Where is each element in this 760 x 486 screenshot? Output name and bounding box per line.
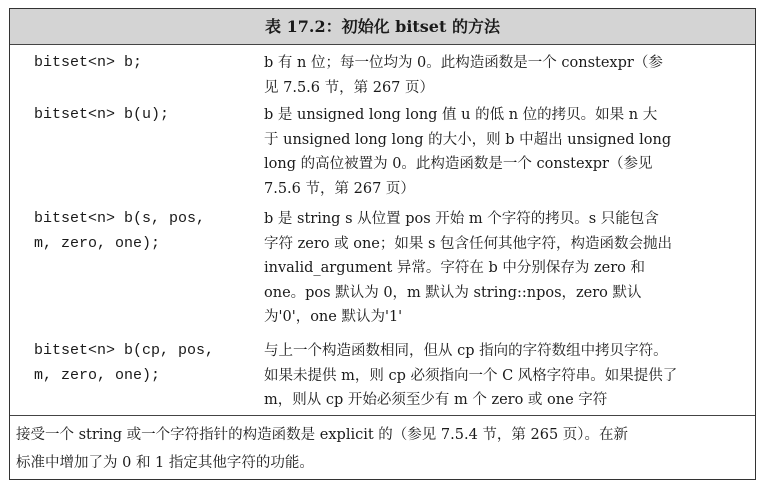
desc-line: invalid_argument 异常。字符在 b 中分别保存为 zero 和 bbox=[264, 260, 646, 276]
description bbox=[264, 339, 745, 413]
sig-line: m, zero, one); bbox=[34, 366, 161, 384]
sig-line: bitset<n> b(s, pos, bbox=[34, 210, 206, 227]
description bbox=[264, 103, 745, 201]
constructor-signature: bitset<n> b(u); bbox=[34, 106, 170, 123]
desc-line: b 是 unsigned long long 值 u 的低 n 位的拷贝。如果 n 大 bbox=[264, 107, 658, 123]
constructor-signature: bitset<n> b; bbox=[34, 54, 143, 71]
desc-line: long 的高位被置为 0。此构造函数是一个 constexpr（参见 bbox=[264, 156, 653, 172]
description bbox=[264, 51, 745, 100]
footnote-line: 标准中增加了为 0 和 1 指定其他字符的功能。 bbox=[16, 455, 314, 471]
footnote-line: 接受一个 string 或一个字符指针的构造函数是 explicit 的（参见 7.5.4 节，第 265 页）。在新 bbox=[16, 427, 629, 443]
bitset-init-table bbox=[9, 8, 756, 480]
desc-line: 7.5.6 节，第 267 页） bbox=[264, 180, 415, 197]
desc-line: 于 unsigned long long 的大小，则 b 中超出 unsigned long bbox=[264, 131, 672, 148]
desc-line: 如果未提供 m，则 cp 必须指向一个 C 风格字符串。如果提供了 bbox=[264, 367, 678, 384]
desc-line: 与上一个构造函数相同，但从 cp 指向的字符数组中拷贝字符。 bbox=[264, 343, 668, 359]
sig-line: m, zero, one); bbox=[34, 234, 161, 252]
sig-line: bitset<n> b(cp, pos, bbox=[34, 342, 215, 359]
table-title: 表 17.2：初始化 bitset 的方法 bbox=[10, 9, 755, 45]
description bbox=[264, 207, 745, 330]
desc-line: 见 7.5.6 节，第 267 页） bbox=[264, 79, 435, 96]
desc-line: 字符 zero 或 one；如果 s 包含任何其他字符，构造函数会抛出 bbox=[264, 235, 673, 252]
desc-line: m，则从 cp 开始必须至少有 m 个 zero 或 one 字符 bbox=[264, 392, 608, 408]
table-footnote bbox=[10, 415, 755, 477]
desc-line: one。pos 默认为 0，m 默认为 string::npos，zero 默认 bbox=[264, 284, 642, 301]
desc-line: b 是 string s 从位置 pos 开始 m 个字符的拷贝。s 只能包含 bbox=[264, 211, 659, 227]
desc-line: 为'0'，one 默认为'1' bbox=[264, 309, 403, 325]
constructor-signature bbox=[34, 207, 205, 256]
constructor-signature bbox=[34, 339, 214, 388]
desc-line: b 有 n 位；每一位均为 0。此构造函数是一个 constexpr（参 bbox=[264, 55, 663, 71]
